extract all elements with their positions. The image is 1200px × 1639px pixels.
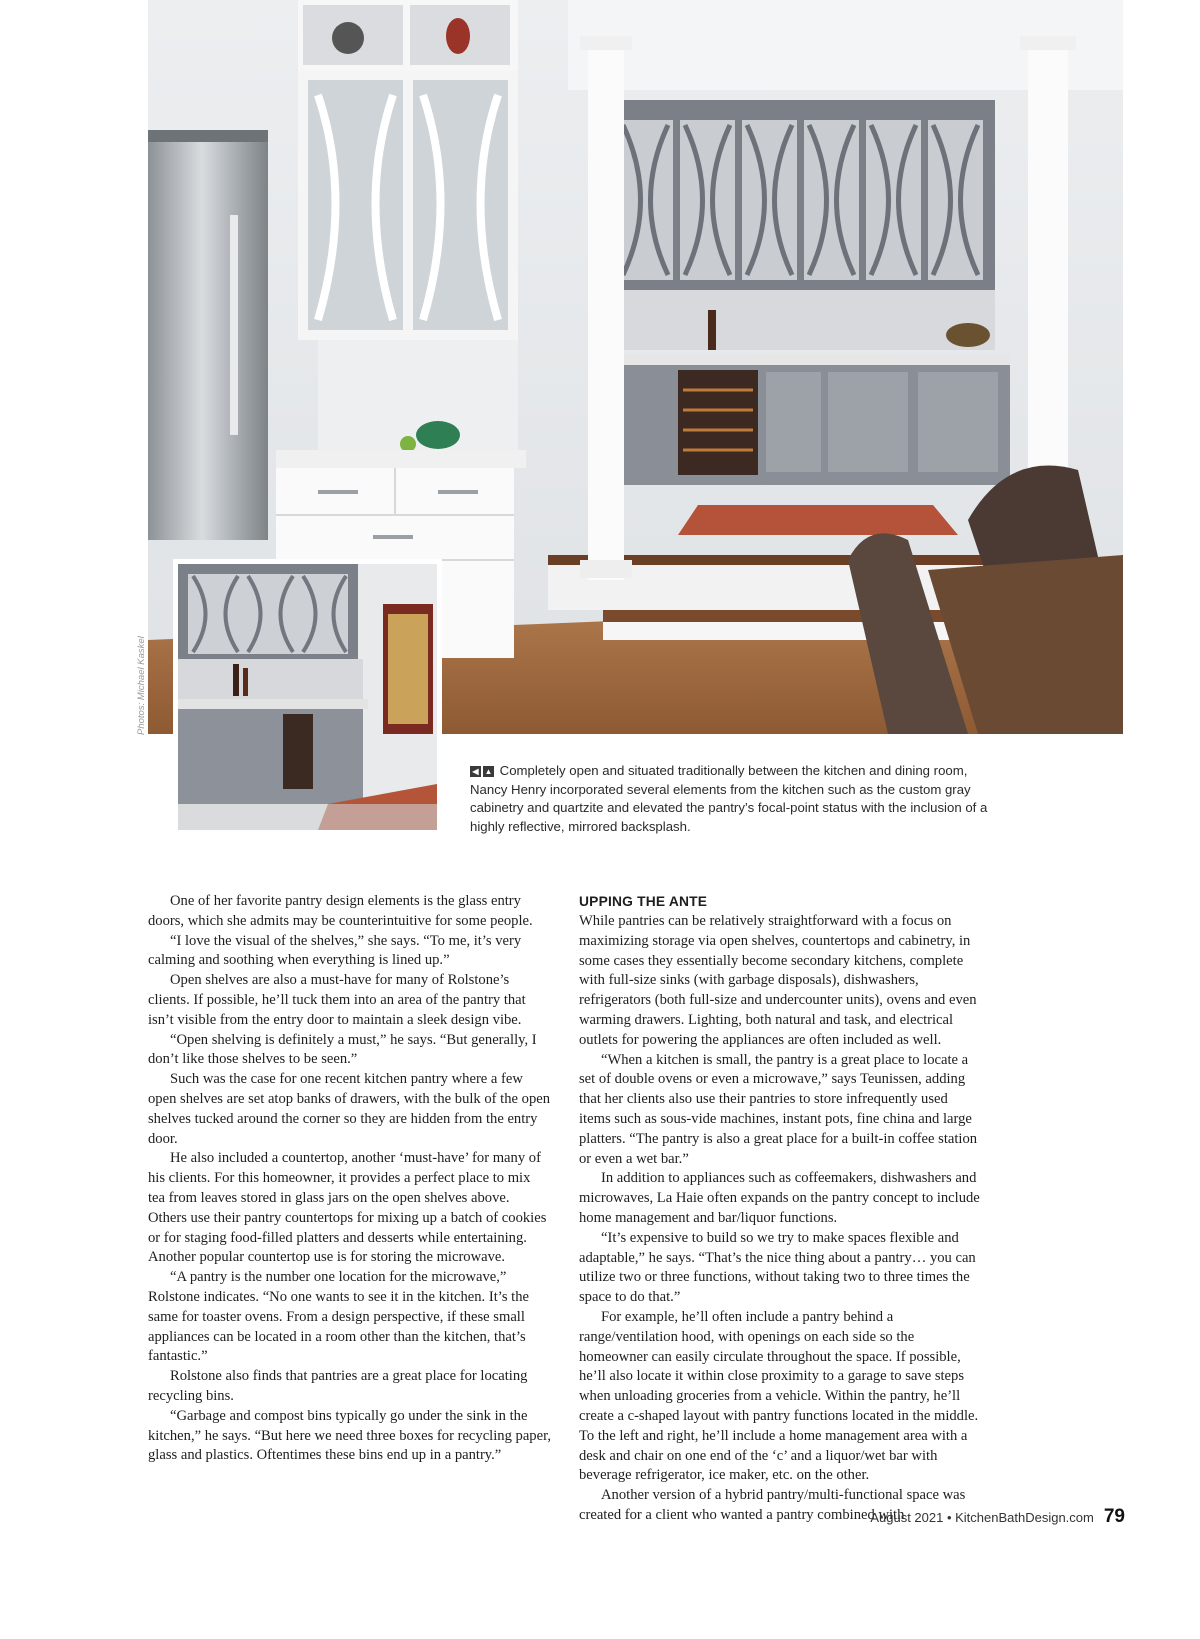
paragraph: He also included a countertop, another ‘must-have’ for many of his clients. For this homeowner, it provides a perfect place to mix tea from leaves stored in glass jars on the open shelves above. Others use their pantry countertops for mixing up a batch of cookies or for staging food-filled platters and desserts while entertaining. Another popular countertop use is for storing the microwave.: [148, 1150, 547, 1266]
section-heading: UPPING THE ANTE: [579, 894, 708, 909]
paragraph: Open shelves are also a must-have for many of Rolstone’s clients. If possible, he’ll tuck them into an area of the pantry that isn’t visible from the entry door to maintain a sleek design vibe.: [148, 972, 526, 1028]
paragraph: One of her favorite pantry design elements is the glass entry doors, which she admits may be counterintuitive for some people.: [148, 893, 533, 929]
paragraph: “Garbage and compost bins typically go under the sink in the kitchen,” he says. “But here we need three boxes for recycling paper, glass and plastics. Oftentimes these bins end up in a pantry.”: [148, 1407, 552, 1464]
caption-text: Completely open and situated traditionally between the kitchen and dining room, Nancy Henry incorporated several elements from the kitchen such as the custom gray cabinetry and quartzite and elevated the pantry’s focal-point status with the inclusion of a highly reflective, mirrored backsplash.: [470, 763, 988, 834]
article-column-right: [579, 892, 982, 1526]
arrow-up-icon: ▲: [484, 767, 493, 776]
paragraph: “I love the visual of the shelves,” she says. “To me, it’s very calming and soothing when everything is lined up.”: [148, 932, 522, 969]
paragraph: For example, he’ll often include a pantry behind a range/ventilation hood, with openings on each side so the homeowner can easily circulate throughout the space. If possible, he’ll also locate it within close proximity to a garage to save steps when unloading groceries from a vehicle. Within the pantry, he’ll create a c-shaped layout with pantry functions located in the middle. To the left and right, he’ll include a home management area with a desk and chair on one end of the ‘c’ and a liquor/wet bar with beverage refrigerator, ice maker, etc. on the other.: [579, 1308, 979, 1484]
issue-info: August 2021 • KitchenBathDesign.com: [870, 1510, 1094, 1525]
arrow-left-icon: ◀: [470, 766, 481, 777]
paragraph: While pantries can be relatively straightforward with a focus on maximizing storage via open shelves, countertops and cabinetry, in some cases they essentially become secondary kitchens, complete with full-size sinks (with garbage disposals), dishwashers, refrigerators (both full-size and undercounter units), ovens and even warming drawers. Lighting, both natural and task, and electrical outlets for powering the appliances are often included as well.: [579, 913, 977, 1048]
paragraph: “Open shelving is definitely a must,” he says. “But generally, I don’t like those shelves to be seen.”: [148, 1031, 537, 1068]
photo-credit: Photos: Michael Kaskel: [136, 636, 147, 735]
page-number: 79: [1103, 1506, 1125, 1527]
page-footer: [870, 1506, 1125, 1528]
paragraph: In addition to appliances such as coffeemakers, dishwashers and microwaves, La Haie often expands on the pantry concept to include home management and bar/liquor functions.: [579, 1170, 980, 1226]
photo-caption: [470, 762, 990, 836]
paragraph: “A pantry is the number one location for the microwave,” Rolstone indicates. “No one wants to see it in the kitchen. It’s the same for toaster ovens. From a design perspective, if these small appliances can be located in a room other than the kitchen, that’s fantastic.”: [148, 1269, 529, 1365]
article-column-left: [148, 892, 551, 1466]
paragraph: Another version of a hybrid pantry/multi-functional space was created for a client who wanted a pantry combined with: [579, 1487, 966, 1523]
paragraph: “It’s expensive to build so we try to make spaces flexible and adaptable,” he says. “That’s the nice thing about a pantry… you can utilize two or three functions, without taking two to three times the space to do that.”: [579, 1229, 976, 1306]
pantry-detail-photo: [178, 564, 437, 830]
paragraph: Such was the case for one recent kitchen pantry where a few open shelves are set atop banks of drawers, with the bulk of the open shelves tucked around the corner so they are hidden from the entry door.: [148, 1071, 551, 1147]
paragraph: “When a kitchen is small, the pantry is a great place to locate a set of double ovens or even a microwave,” says Teunissen, adding that her clients also use their pantries to store infrequently used items such as sous-vide machines, instant pots, fine china and large platters. “The pantry is also a great place for a built-in coffee station or even a wet bar.”: [579, 1051, 978, 1167]
paragraph: Rolstone also finds that pantries are a great place for locating recycling bins.: [148, 1368, 528, 1404]
